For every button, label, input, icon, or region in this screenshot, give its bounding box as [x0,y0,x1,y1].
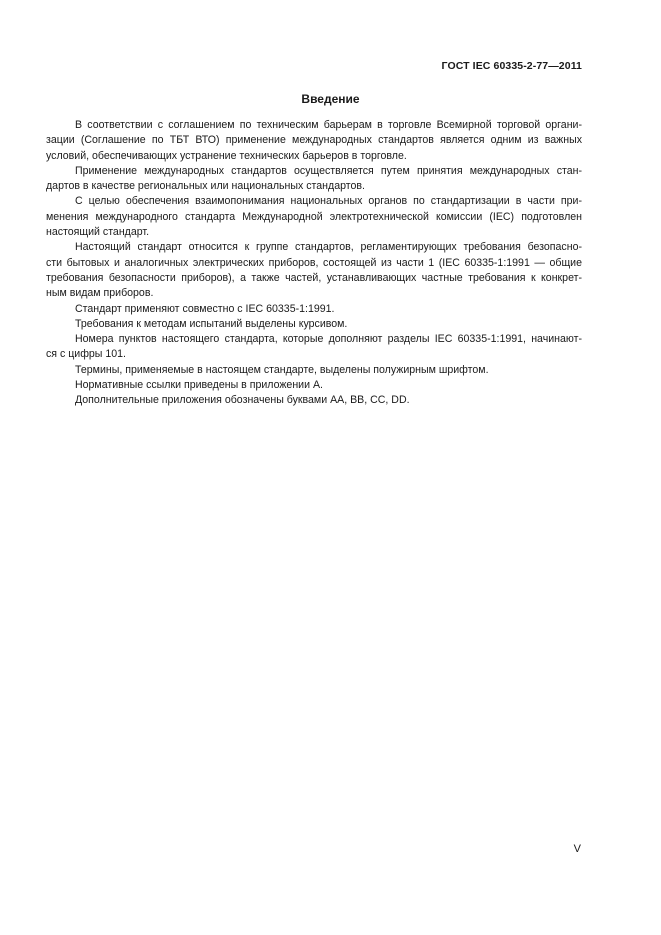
paragraph-line: дартов в качестве региональных или национальных стандартов. [46,180,365,193]
paragraph-line: менения международного стандарта Международной электротехнической комиссии (IEC) подготовлен [46,210,582,223]
paragraph-line: ным видам приборов. [46,287,154,300]
standard-code-header: ГОСТ IEC 60335-2-77—2011 [441,60,582,72]
paragraph-line: В соответствии с соглашением по техническим барьерам в торговле Всемирной торговой органи- [75,119,582,131]
paragraph [46,332,582,363]
paragraph-line: Применение международных стандартов осуществляется путем принятия международных стан- [75,164,582,177]
paragraph-line: настоящий стандарт. [46,226,150,239]
paragraph [46,393,582,408]
paragraph-line: Дополнительные приложения обозначены буквами АА, ВВ, СС, DD. [75,394,410,407]
paragraph [46,302,582,317]
page-title: Введение [301,92,360,106]
paragraph [46,194,582,240]
paragraph-line: С целью обеспечения взаимопонимания национальных органов по стандартизации в части при- [75,195,582,208]
paragraph [46,378,582,393]
paragraph-line: Нормативные ссылки приведены в приложении А. [75,379,323,392]
paragraph-line: Настоящий стандарт относится к группе стандартов, регламентирующих требования безопасно- [75,241,582,254]
paragraph [46,240,582,301]
paragraph-line: зации (Соглашение по ТБТ ВТО) применение международных стандартов является одним из важных [46,134,582,147]
paragraph-line: Стандарт применяют совместно с IEC 60335-1:1991. [75,302,335,315]
paragraph-line: требования безопасности приборов), а также частей, устанавливающих частные требования к конкрет- [46,271,582,284]
paragraph-line: Термины, применяемые в настоящем стандарте, выделены полужирным шрифтом. [75,363,489,376]
paragraph [46,164,582,195]
paragraph-line: ся с цифры 101. [46,348,126,361]
paragraph-line: Требования к методам испытаний выделены курсивом. [75,317,348,330]
paragraph [46,118,582,164]
paragraph-line: сти бытовых и аналогичных электрических приборов, состоящей из части 1 (IEC 60335-1:1991 — общие [46,256,582,269]
paragraph [46,317,582,332]
paragraph-line: условий, обеспечивающих устранение технических барьеров в торговле. [46,149,407,162]
paragraph [46,363,582,378]
page-number: V [573,843,581,855]
paragraph-line: Номера пунктов настоящего стандарта, которые дополняют разделы IEC 60335-1:1991, начинают- [75,333,582,346]
document-body [46,118,582,409]
